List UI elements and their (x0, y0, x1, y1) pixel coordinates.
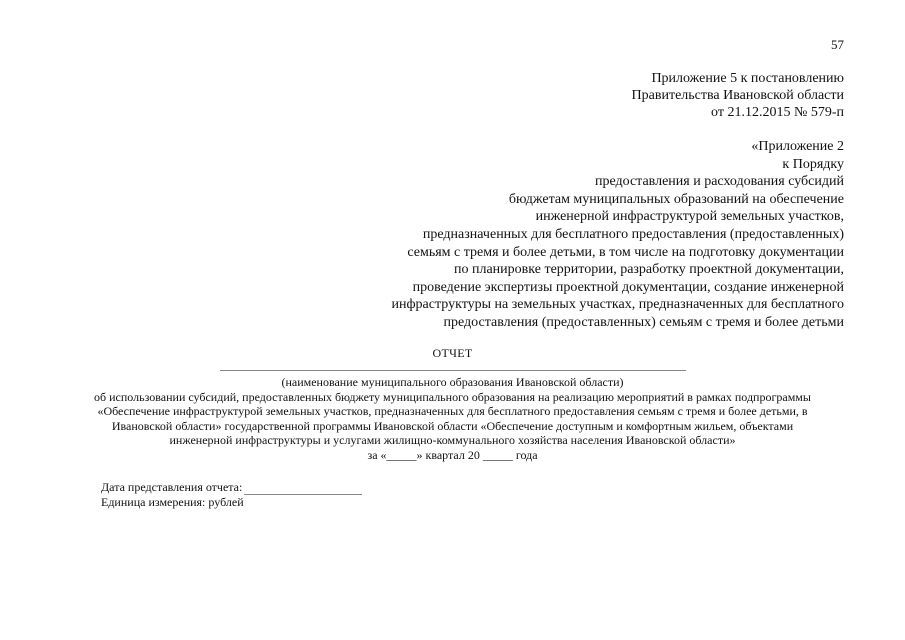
resolution-line: от 21.12.2015 № 579-п (711, 105, 844, 120)
unit-of-measure: Единица измерения: рублей (101, 495, 244, 509)
appendix-line: инфраструктуры на земельных участках, предназначенных для бесплатного (391, 297, 844, 313)
resolution-header (632, 70, 844, 121)
report-period-line: за «_____» квартал 20 _____ года (367, 447, 538, 462)
appendix-line: предназначенных для бесплатного предоставления (предоставленных) (422, 226, 844, 242)
appendix-line: к Порядку (782, 156, 844, 172)
resolution-line: Правительства Ивановской области (631, 88, 844, 103)
appendix-line: бюджетам муниципальных образований на обеспечение (508, 191, 844, 207)
report-date-row (101, 480, 362, 495)
appendix-line: по планировке территории, разработку проектной документации, (454, 262, 844, 278)
report-description-line: Ивановской области» государственной программы Ивановской области «Обеспечение доступным и комфортным жильем, объектами (111, 418, 794, 433)
municipality-caption: (наименование муниципального образования Ивановской области) (281, 375, 624, 389)
appendix-line: инженерной инфраструктурой земельных участков, (535, 209, 844, 225)
report-description-line: об использовании субсидий, предоставленных бюджету муниципального образования на реализацию мероприятий в рамках подпрограммы (94, 389, 811, 404)
appendix-header (392, 138, 845, 332)
appendix-line: семьям с тремя и более детьми, в том числе на подготовку документации (407, 244, 844, 260)
appendix-line: предоставления (предоставленных) семьям с тремя и более детьми (443, 314, 844, 330)
report-title: ОТЧЕТ (432, 346, 473, 360)
municipality-name-line (220, 370, 686, 371)
report-meta (101, 480, 362, 510)
page-number: 57 (831, 37, 844, 52)
appendix-line: предоставления и расходования субсидий (594, 174, 844, 190)
report-description (30, 375, 875, 463)
report-description-line: инженерной инфраструктуры и услугами жилищно-коммунального хозяйства населения Ивановской области» (169, 433, 736, 448)
resolution-line: Приложение 5 к постановлению (651, 71, 844, 86)
report-description-line: «Обеспечение инфраструктурой земельных участков, предназначенных для бесплатного предоставления семьям с тремя и более детьми, в (97, 404, 808, 419)
appendix-line: проведение экспертизы проектной документации, создание инженерной (412, 279, 844, 295)
appendix-line: «Приложение 2 (751, 139, 844, 154)
report-date-blank (244, 482, 362, 495)
report-date-label: Дата представления отчета: (101, 480, 243, 494)
